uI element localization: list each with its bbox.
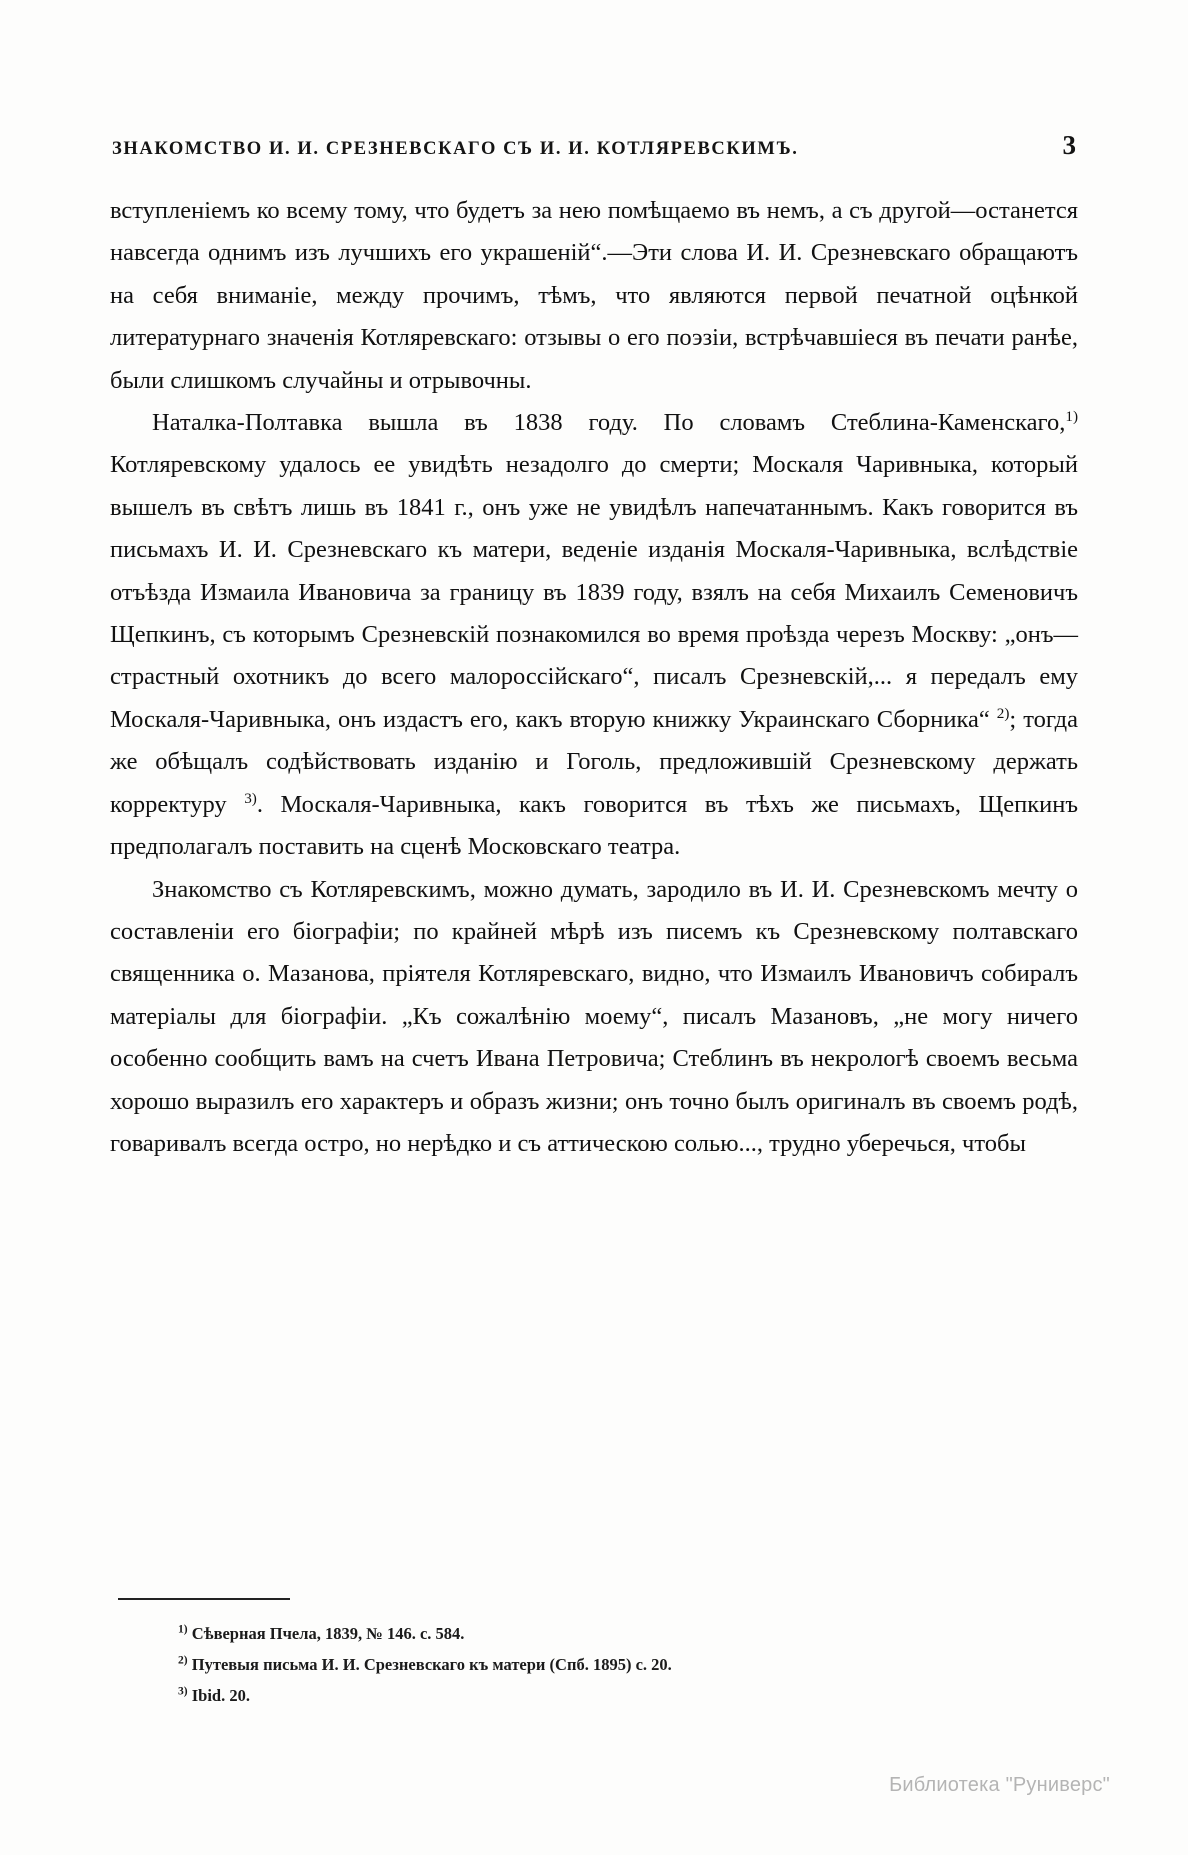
footnotes bbox=[118, 1618, 1068, 1711]
footnote-marker: 3) bbox=[178, 1685, 188, 1698]
footnote-ref-2[interactable]: 2) bbox=[996, 704, 1010, 722]
paragraph-2-part2: Котляревскому удалось ее увидѣть незадолго до смерти; Москаля Чаривныка, который вышелъ въ свѣтъ лишь въ 1841 г., онъ уже не увидѣлъ напечатаннымъ. Какъ говорится въ письмахъ И. И. Срезневскаго къ матери, веденіе изданія Москаля-Чаривныка, вслѣдствіе отъѣзда Измаила Ивановича за границу въ 1839 году, взялъ на себя Михаилъ Семеновичъ Щепкинъ, съ которымъ Срезневскій познакомился во время проѣзда черезъ Москву: „онъ—страстный охотникъ до всего малороссійскаго“, писалъ Срезневскій,... я передалъ ему Москаля-Чаривныка, онъ издастъ его, какъ вторую книжку Украинскаго Сборника“ bbox=[110, 451, 1078, 733]
body-text bbox=[110, 190, 1078, 1165]
footnote-text: Сѣверная Пчела, 1839, № 146. с. 584. bbox=[191, 1624, 465, 1643]
running-head bbox=[112, 130, 1076, 161]
footnote-separator bbox=[118, 1598, 290, 1600]
footnote-marker: 1) bbox=[178, 1623, 188, 1636]
paragraph-2-part1: Наталка-Полтавка вышла въ 1838 году. По словамъ Стеблина-Каменскаго, bbox=[152, 409, 1066, 437]
page-number: 3 bbox=[1062, 130, 1076, 160]
footnote-item bbox=[118, 1649, 1068, 1680]
footnote-ref-3[interactable]: 3) bbox=[244, 789, 257, 807]
paragraph-2 bbox=[110, 402, 1078, 868]
paragraph-3: Знакомство съ Котляревскимъ, можно думать, зародило въ И. И. Срезневскомъ мечту о составленіи его біографіи; по крайней мѣрѣ изъ писемъ къ Срезневскому полтавскаго священника о. Мазанова, пріятеля Котляревскаго, видно, что Измаилъ Ивановичъ собиралъ матеріалы для біографіи. „Къ сожалѣнію моему“, писалъ Мазановъ, „не могу ничего особенно сообщить вамъ на счетъ Ивана Петровича; Стеблинъ въ некрологѣ своемъ весьма хорошо выразилъ его характеръ и образъ жизни; онъ точно былъ оригиналъ въ своемъ родѣ, говаривалъ всегда остро, но нерѣдко и съ аттическою солью..., трудно уберечься, чтобы bbox=[110, 875, 1078, 1157]
footnote-item bbox=[118, 1680, 1068, 1711]
paragraph-2-part3: ; тогда же обѣщалъ содѣйствовать изданію и Гоголь, предложившій Срезневскому держать корректуру bbox=[110, 705, 1078, 818]
footnote-item bbox=[118, 1618, 1068, 1649]
paragraph-1: вступленіемъ ко всему тому, что будетъ за нею помѣщаемо въ немъ, а съ другой—останется навсегда однимъ изъ лучшихъ его украшеній“.—Эти слова И. И. Срезневскаго обращаютъ на себя вниманіе, между прочимъ, тѣмъ, что являются первой печатной оцѣнкой литературнаго значенія Котляревскаго: отзывы о его поэзіи, встрѣчавшіеся въ печати ранѣе, были слишкомъ случайны и отрывочны. bbox=[110, 197, 1078, 394]
footnote-text: Путевыя письма И. И. Срезневскаго къ матери (Спб. 1895) с. 20. bbox=[191, 1655, 672, 1674]
library-watermark: Библиотека "Руниверс" bbox=[889, 1774, 1110, 1796]
footnote-text: Ibid. 20. bbox=[191, 1686, 250, 1705]
footnote-marker: 2) bbox=[178, 1654, 188, 1667]
running-head-title: ЗНАКОМСТВО И. И. СРЕЗНЕВСКАГО СЪ И. И. КОТЛЯРЕВСКИМЪ. bbox=[112, 138, 799, 160]
paragraph-2-part4: . Москаля-Чаривныка, какъ говорится въ тѣхъ же письмахъ, Щепкинъ предполагалъ поставить на сценѣ Московскаго театра. bbox=[110, 790, 1078, 861]
footnote-ref-1[interactable]: 1) bbox=[1065, 407, 1078, 425]
